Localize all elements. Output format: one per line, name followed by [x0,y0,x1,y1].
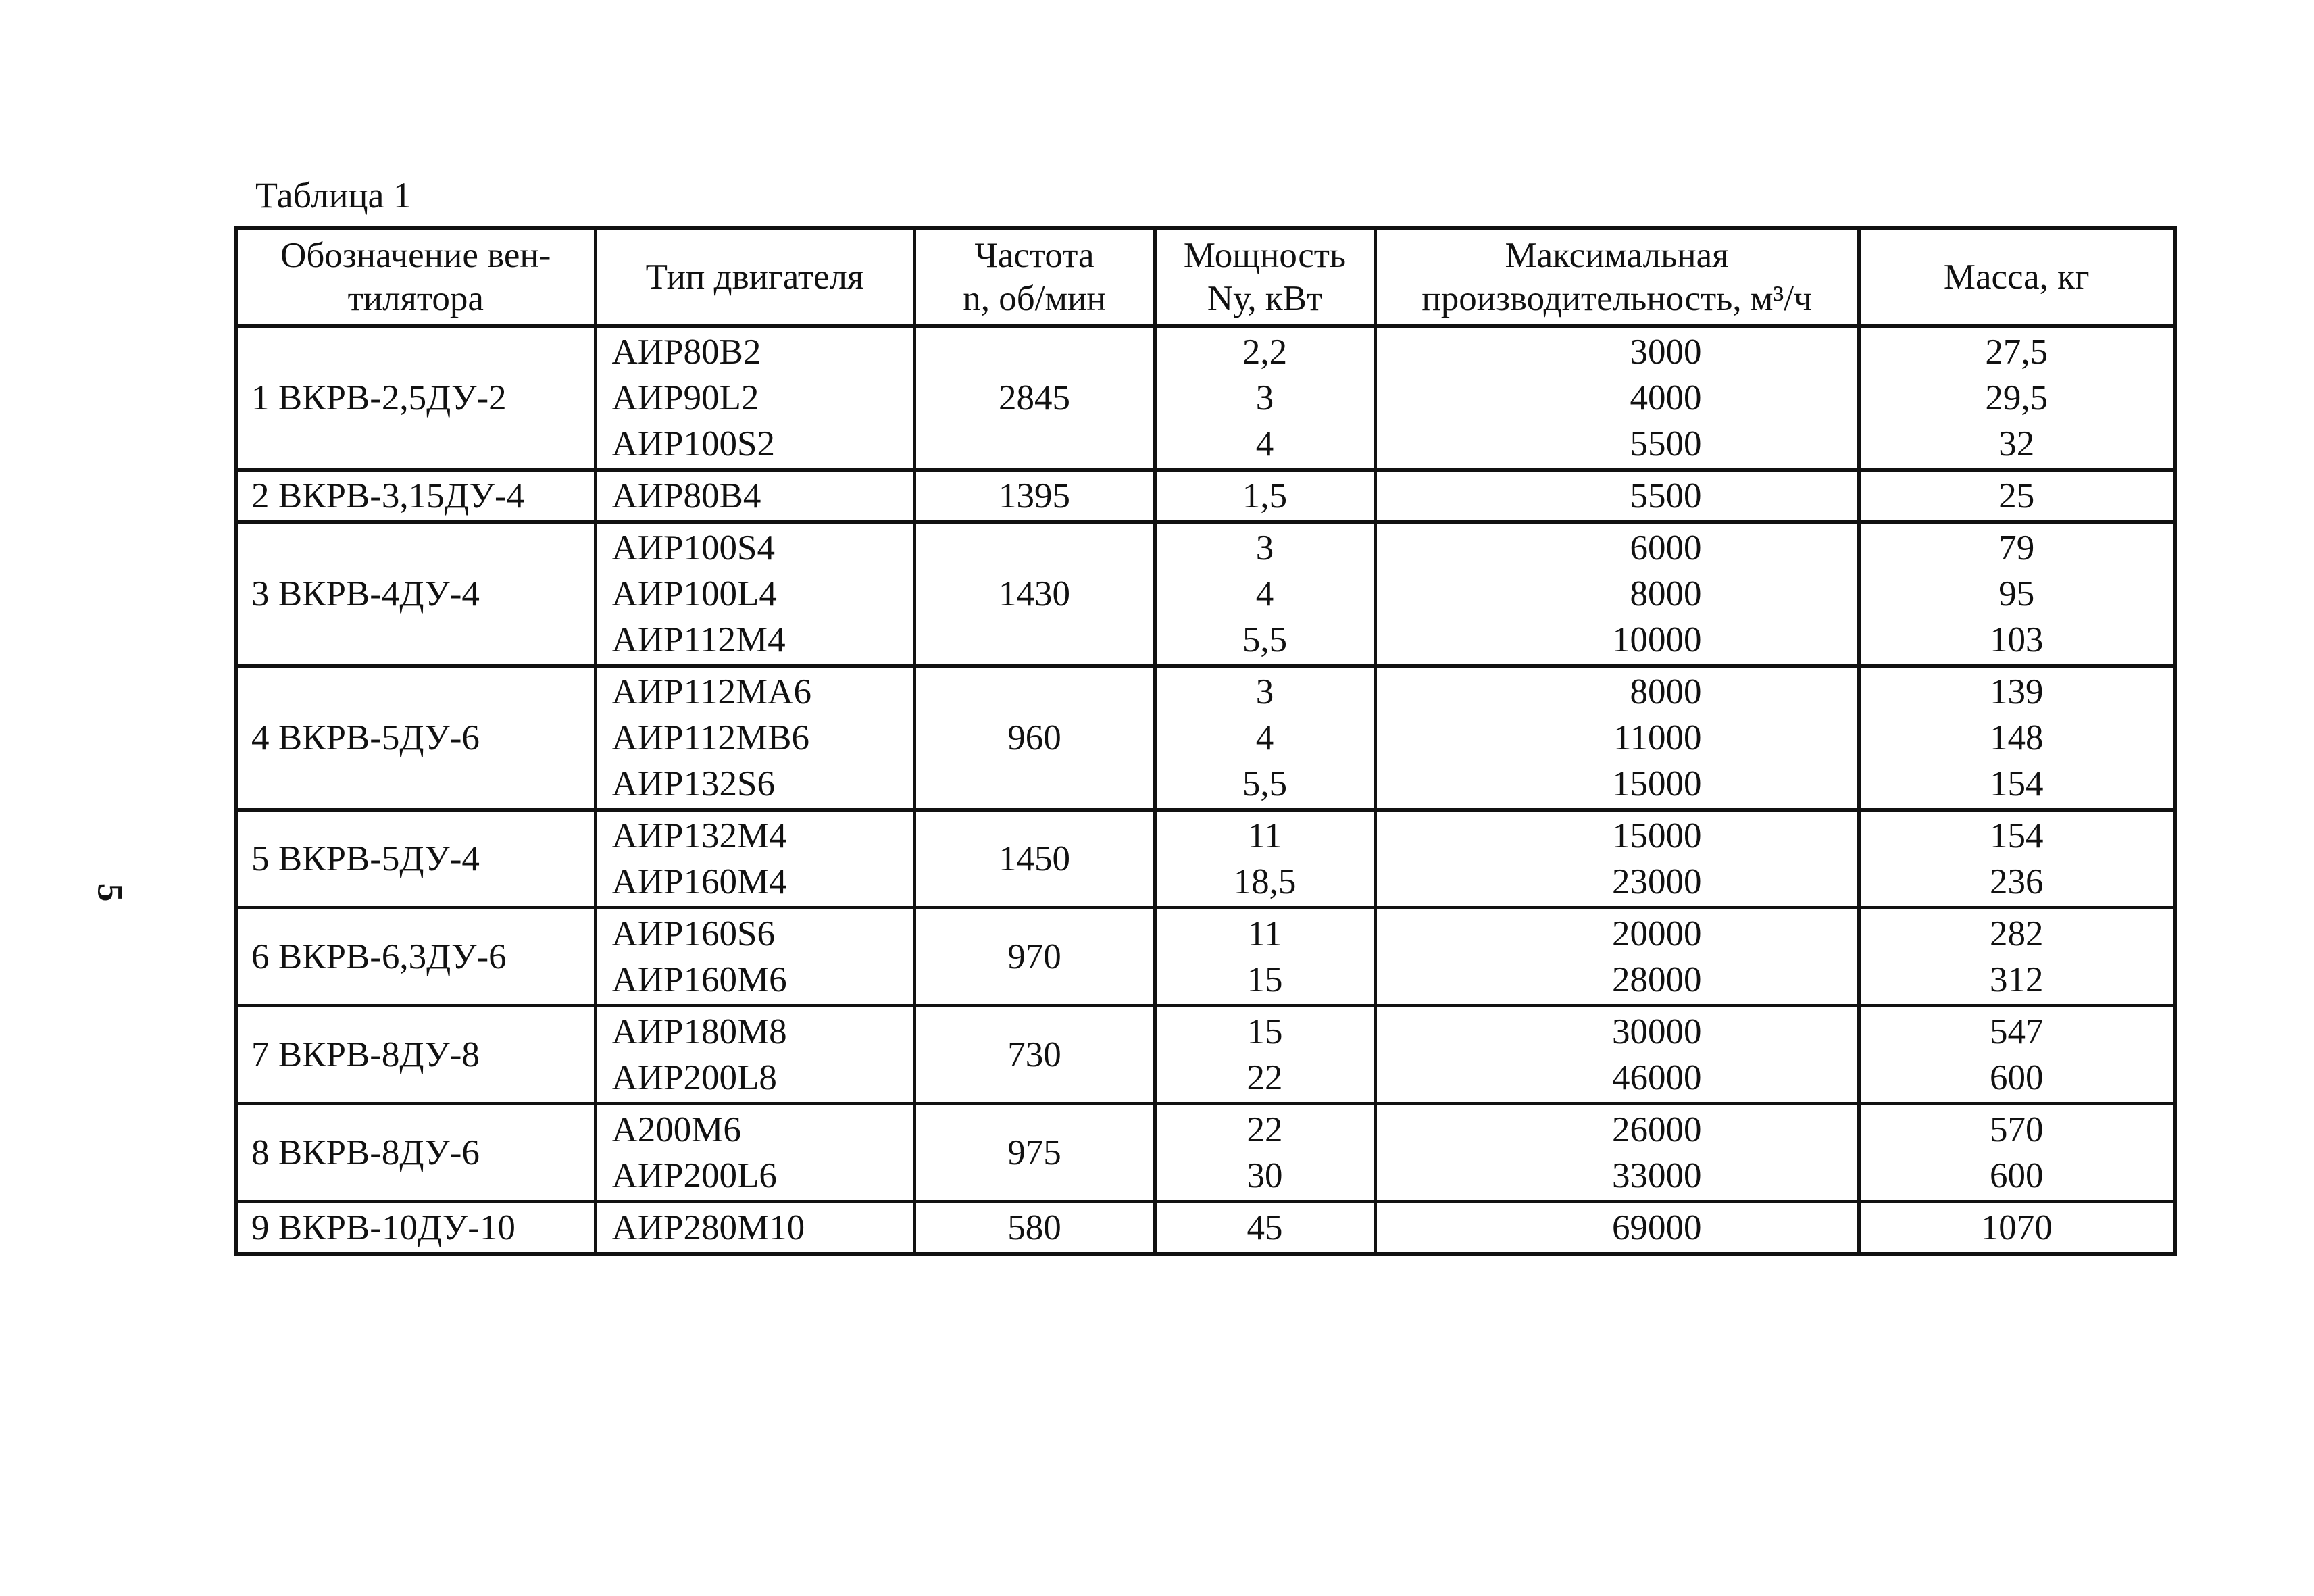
capacity-cell [1375,908,1859,1006]
capacity-value: 26000 [1612,1110,1702,1149]
mass-value: 282 [1990,914,2044,953]
motor-type-value: АИР200L6 [611,1156,777,1195]
motor-type-value: АИР100L4 [611,574,777,614]
capacity-value: 30000 [1612,1012,1702,1051]
header-frequency-line-1: Частота [974,236,1095,275]
motor-type-value: АИР132S6 [611,764,776,803]
power-value: 22 [1247,1110,1283,1149]
capacity-value: 69000 [1612,1208,1702,1247]
header-frequency-line-2: n, об/мин [963,279,1106,318]
power-value: 2,2 [1242,332,1288,372]
power-cell [1155,1202,1375,1255]
power-value: 22 [1247,1058,1283,1097]
frequency-cell: 1450 [914,810,1155,908]
mass-value: 236 [1990,862,2044,901]
capacity-value: 10000 [1612,620,1702,659]
header-power [1155,228,1375,326]
header-motor-type: Тип двигателя [595,228,914,326]
capacity-cell [1375,1202,1859,1255]
power-cell [1155,522,1375,666]
frequency-cell: 1395 [914,470,1155,522]
fan-designation-cell: 1 ВКРВ-2,5ДУ-2 [236,326,595,470]
power-cell [1155,908,1375,1006]
header-power-line-1: Мощность [1183,236,1347,275]
mass-cell [1859,1202,2175,1255]
power-value: 3 [1255,672,1274,712]
capacity-cell [1375,1006,1859,1104]
power-value: 45 [1247,1208,1283,1247]
power-value: 1,5 [1242,476,1288,516]
power-cell [1155,1104,1375,1202]
power-value: 15 [1247,960,1283,999]
mass-value: 79 [1998,528,2035,568]
mass-cell [1859,666,2175,810]
motor-type-value: АИР200L8 [611,1058,777,1097]
table-header [236,228,2175,326]
mass-value: 1070 [1980,1208,2053,1247]
motor-type-value: АИР160М6 [611,960,787,999]
table-row [236,1006,2175,1104]
capacity-value: 6000 [1630,528,1702,568]
motor-type-cell [595,666,914,810]
capacity-cell [1375,810,1859,908]
power-value: 5,5 [1242,620,1288,659]
capacity-cell [1375,326,1859,470]
header-capacity-line-2: производительность, м³/ч [1422,279,1812,318]
frequency-cell: 970 [914,908,1155,1006]
frequency-cell: 975 [914,1104,1155,1202]
power-value: 4 [1255,424,1274,464]
power-value: 4 [1255,574,1274,614]
mass-value: 27,5 [1985,332,2048,372]
motor-type-value: АИР100S2 [611,424,776,464]
mass-value: 570 [1990,1110,2044,1149]
motor-type-cell [595,1104,914,1202]
power-cell [1155,810,1375,908]
fan-designation-cell: 9 ВКРВ-10ДУ-10 [236,1202,595,1255]
power-cell [1155,1006,1375,1104]
mass-value: 600 [1990,1156,2044,1195]
motor-type-value: АИР132М4 [611,816,787,855]
power-value: 3 [1255,528,1274,568]
capacity-cell [1375,470,1859,522]
motor-type-value: АИР112М4 [611,620,786,659]
table-row [236,470,2175,522]
table-row [236,326,2175,470]
mass-cell [1859,522,2175,666]
motor-type-cell [595,1202,914,1255]
motor-type-value: АИР100S4 [611,528,776,568]
motor-type-value: АИР160М4 [611,862,787,901]
mass-value: 148 [1990,718,2044,757]
capacity-value: 8000 [1630,672,1702,712]
frequency-cell: 960 [914,666,1155,810]
capacity-value: 4000 [1630,378,1702,418]
mass-value: 139 [1990,672,2044,712]
fan-designation-cell: 8 ВКРВ-8ДУ-6 [236,1104,595,1202]
mass-value: 25 [1998,476,2035,516]
power-value: 3 [1255,378,1274,418]
power-value: 18,5 [1233,862,1297,901]
motor-type-value: АИР112МА6 [611,672,811,712]
table-body [236,326,2175,1255]
mass-cell [1859,810,2175,908]
capacity-value: 23000 [1612,862,1702,901]
capacity-cell [1375,666,1859,810]
table-row [236,1202,2175,1255]
capacity-value: 15000 [1612,764,1702,803]
mass-value: 312 [1990,960,2044,999]
header-row [236,228,2175,326]
capacity-cell [1375,522,1859,666]
motor-type-value: А200М6 [611,1110,741,1149]
motor-type-cell [595,522,914,666]
frequency-cell: 580 [914,1202,1155,1255]
power-value: 11 [1247,816,1282,855]
mass-value: 154 [1990,816,2044,855]
power-value: 4 [1255,718,1274,757]
mass-cell [1859,1104,2175,1202]
power-cell [1155,326,1375,470]
motor-type-value: АИР90L2 [611,378,759,418]
header-power-line-2: Nу, кВт [1207,279,1323,318]
power-value: 5,5 [1242,764,1288,803]
capacity-value: 15000 [1612,816,1702,855]
header-designation-line-2: тилятора [347,279,484,318]
table-caption: Таблица 1 [255,175,411,216]
mass-cell [1859,326,2175,470]
capacity-value: 5500 [1630,476,1702,516]
fan-designation-cell: 6 ВКРВ-6,3ДУ-6 [236,908,595,1006]
capacity-cell [1375,1104,1859,1202]
table-row [236,666,2175,810]
capacity-value: 20000 [1612,914,1702,953]
header-mass: Масса, кг [1859,228,2175,326]
frequency-cell: 730 [914,1006,1155,1104]
fan-designation-cell: 2 ВКРВ-3,15ДУ-4 [236,470,595,522]
motor-type-cell [595,810,914,908]
mass-value: 29,5 [1985,378,2048,418]
capacity-value: 33000 [1612,1156,1702,1195]
mass-value: 600 [1990,1058,2044,1097]
motor-type-cell [595,1006,914,1104]
motor-type-value: АИР112МВ6 [611,718,810,757]
capacity-value: 8000 [1630,574,1702,614]
fan-designation-cell: 5 ВКРВ-5ДУ-4 [236,810,595,908]
mass-cell [1859,908,2175,1006]
motor-type-value: АИР280М10 [611,1208,805,1247]
motor-type-cell [595,326,914,470]
mass-value: 95 [1998,574,2035,614]
capacity-value: 11000 [1613,718,1702,757]
header-designation [236,228,595,326]
mass-value: 547 [1990,1012,2044,1051]
header-capacity-line-1: Максимальная [1505,236,1729,275]
frequency-cell: 2845 [914,326,1155,470]
motor-type-value: АИР180М8 [611,1012,787,1051]
table-row [236,1104,2175,1202]
table-row [236,908,2175,1006]
power-value: 30 [1247,1156,1283,1195]
fan-designation-cell: 3 ВКРВ-4ДУ-4 [236,522,595,666]
motor-type-value: АИР80В4 [611,476,761,516]
mass-cell [1859,470,2175,522]
motor-type-cell [595,908,914,1006]
capacity-value: 46000 [1612,1058,1702,1097]
power-cell [1155,666,1375,810]
fan-specification-table-container [234,226,2173,1256]
motor-type-value: АИР80В2 [611,332,761,372]
page-number: 5 [90,883,131,902]
table-row [236,810,2175,908]
header-designation-line-1: Обозначение вен- [280,236,551,275]
power-cell [1155,470,1375,522]
motor-type-value: АИР160S6 [611,914,776,953]
capacity-value: 28000 [1612,960,1702,999]
fan-specification-table [234,226,2177,1256]
fan-designation-cell: 7 ВКРВ-8ДУ-8 [236,1006,595,1104]
motor-type-cell [595,470,914,522]
mass-value: 103 [1990,620,2044,659]
fan-designation-cell: 4 ВКРВ-5ДУ-6 [236,666,595,810]
power-value: 11 [1247,914,1282,953]
table-row [236,522,2175,666]
header-frequency [914,228,1155,326]
power-value: 15 [1247,1012,1283,1051]
mass-value: 32 [1998,424,2035,464]
mass-value: 154 [1990,764,2044,803]
capacity-value: 5500 [1630,424,1702,464]
capacity-value: 3000 [1630,332,1702,372]
mass-cell [1859,1006,2175,1104]
header-capacity [1375,228,1859,326]
frequency-cell: 1430 [914,522,1155,666]
